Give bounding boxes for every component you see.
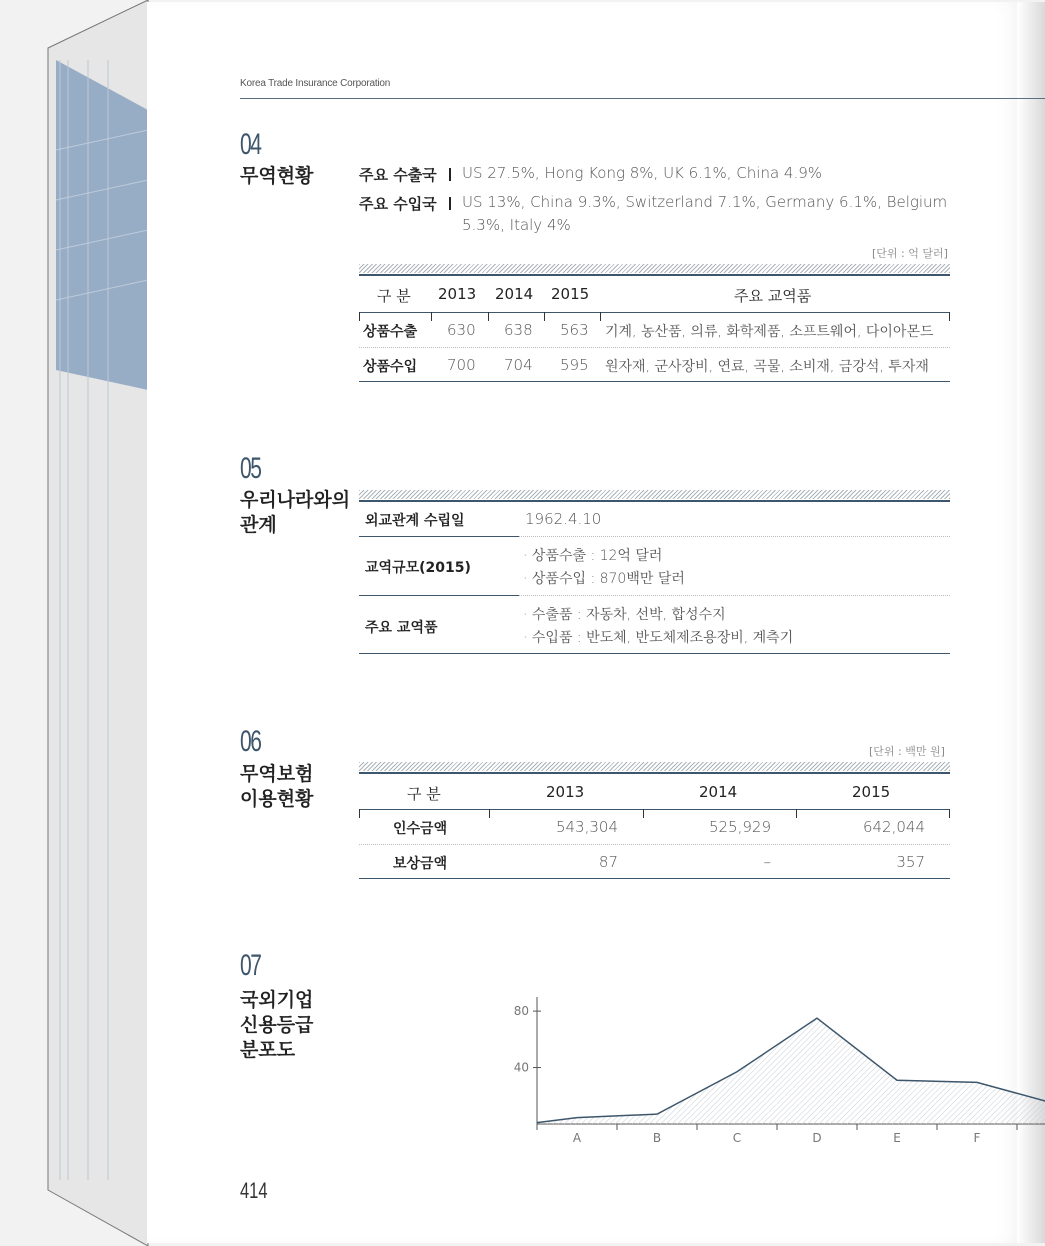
y-tick-label: 40 xyxy=(513,1060,529,1075)
cell-value: 543,304 xyxy=(555,818,618,836)
insurance-header-2014: 2014 xyxy=(699,783,738,801)
unit-note-04: [단위 : 억 달러] xyxy=(872,247,948,260)
separator-bar xyxy=(449,168,451,181)
tick xyxy=(489,809,490,818)
x-tick-label: D xyxy=(812,1131,822,1145)
table-row: 상품수입 xyxy=(363,359,418,375)
import-countries-value-line2: 5.3%, Italy 4% xyxy=(462,216,571,234)
row-divider-label xyxy=(359,536,519,537)
x-tick-label: A xyxy=(572,1131,582,1145)
section-title-04: 무역현황 xyxy=(240,165,314,187)
section-title-07-line2: 신용등급 xyxy=(240,1014,314,1036)
cell-value: 630 xyxy=(447,321,476,339)
relation-row-value: · 상품수입 : 870백만 달러 xyxy=(523,571,685,587)
table-bottom-rule xyxy=(359,381,950,382)
tick xyxy=(600,312,601,321)
row-divider-value xyxy=(519,595,950,596)
cell-value: 87 xyxy=(598,853,618,871)
tick xyxy=(643,809,644,818)
import-countries-value-line1: US 13%, China 9.3%, Switzerland 7.1%, Germany 6.1%, Belgium xyxy=(462,193,948,211)
table-top-rule xyxy=(359,772,950,774)
x-tick-label: C xyxy=(732,1131,742,1145)
cell-value: 642,044 xyxy=(862,818,925,836)
row-divider xyxy=(359,347,950,348)
tick xyxy=(949,312,950,321)
running-header: Korea Trade Insurance Corporation xyxy=(240,78,391,89)
section-number-04: 04 xyxy=(240,128,261,161)
tick xyxy=(949,809,950,818)
trade-header-2013: 2013 xyxy=(438,285,477,303)
x-tick-label: F xyxy=(973,1131,981,1145)
page-edge-shadow xyxy=(1017,2,1045,1243)
section-title-05-line2: 관계 xyxy=(240,514,277,536)
credit-rating-chart xyxy=(347,987,981,1157)
tick xyxy=(796,809,797,818)
tick xyxy=(359,312,360,321)
export-countries-label: 주요 수출국 xyxy=(359,166,437,184)
cell-value: 525,929 xyxy=(708,818,771,836)
insurance-header-2015: 2015 xyxy=(852,783,891,801)
section-title-07-line1: 국외기업 xyxy=(240,989,314,1011)
table-bottom-rule xyxy=(359,653,950,654)
section-title-05-line1: 우리나라와의 xyxy=(240,489,351,511)
cell-value: 595 xyxy=(560,356,589,374)
cell-items: 기계, 농산품, 의류, 화학제품, 소프트웨어, 다이아몬드 xyxy=(605,324,934,340)
section-number-07: 07 xyxy=(240,949,261,982)
page-number: 414 xyxy=(240,1178,268,1203)
export-countries-value: US 27.5%, Hong Kong 8%, UK 6.1%, China 4.9% xyxy=(462,164,823,182)
table-row: 상품수출 xyxy=(363,324,418,340)
insurance-header-category: 구 분 xyxy=(407,785,441,803)
table-row: 인수금액 xyxy=(393,821,448,837)
row-divider-value xyxy=(519,536,950,537)
section-title-06-line1: 무역보험 xyxy=(240,763,314,785)
unit-note-06: [단위 : 백만 원] xyxy=(869,745,945,758)
tick xyxy=(544,312,545,321)
cell-value: – xyxy=(763,853,771,871)
table-top-rule xyxy=(359,500,950,502)
page xyxy=(147,2,1045,1243)
cell-value: 638 xyxy=(504,321,533,339)
relation-row-value: 1962.4.10 xyxy=(525,510,602,528)
cell-value: 700 xyxy=(447,356,476,374)
table-hatch-band xyxy=(359,490,950,499)
x-tick-label: E xyxy=(893,1131,901,1145)
table-bottom-rule xyxy=(359,878,950,879)
table-hatch-band xyxy=(359,264,950,273)
section-number-05: 05 xyxy=(240,452,261,485)
relation-row-label: 주요 교역품 xyxy=(365,620,438,636)
section-number-06: 06 xyxy=(240,725,261,758)
relation-row-value: · 상품수출 : 12억 달러 xyxy=(523,548,663,564)
cell-value: 357 xyxy=(896,853,925,871)
table-header-rule xyxy=(359,312,950,313)
tick xyxy=(488,312,489,321)
row-divider-label xyxy=(359,595,519,596)
header-rule xyxy=(240,98,1045,99)
section-title-06-line2: 이용현황 xyxy=(240,788,314,810)
tick xyxy=(359,809,360,818)
section-title-07-line3: 분포도 xyxy=(240,1039,296,1061)
import-countries-label: 주요 수입국 xyxy=(359,195,437,213)
cell-value: 704 xyxy=(504,356,533,374)
table-row: 보상금액 xyxy=(393,856,448,872)
cell-items: 원자재, 군사장비, 연료, 곡물, 소비재, 금강석, 투자재 xyxy=(605,359,929,375)
trade-header-category: 구 분 xyxy=(377,287,411,305)
book-spine xyxy=(48,0,148,1246)
area-fill xyxy=(537,1018,1045,1124)
relation-row-label: 외교관계 수립일 xyxy=(365,513,465,529)
trade-header-items: 주요 교역품 xyxy=(734,287,812,305)
table-hatch-band xyxy=(359,762,950,771)
row-divider xyxy=(359,844,950,845)
relation-row-label: 교역규모(2015) xyxy=(365,560,471,576)
tick xyxy=(431,312,432,321)
table-top-rule xyxy=(359,274,950,276)
insurance-header-2013: 2013 xyxy=(546,783,585,801)
table-header-rule xyxy=(359,809,950,810)
cell-value: 563 xyxy=(560,321,589,339)
y-tick-label: 80 xyxy=(513,1004,529,1019)
trade-header-2014: 2014 xyxy=(495,285,534,303)
relation-row-value: · 수입품 : 반도체, 반도체제조용장비, 계측기 xyxy=(523,630,794,646)
separator-bar xyxy=(449,197,451,210)
relation-row-value: · 수출품 : 자동차, 선박, 합성수지 xyxy=(523,607,726,623)
trade-header-2015: 2015 xyxy=(551,285,590,303)
x-tick-label: B xyxy=(652,1131,662,1145)
